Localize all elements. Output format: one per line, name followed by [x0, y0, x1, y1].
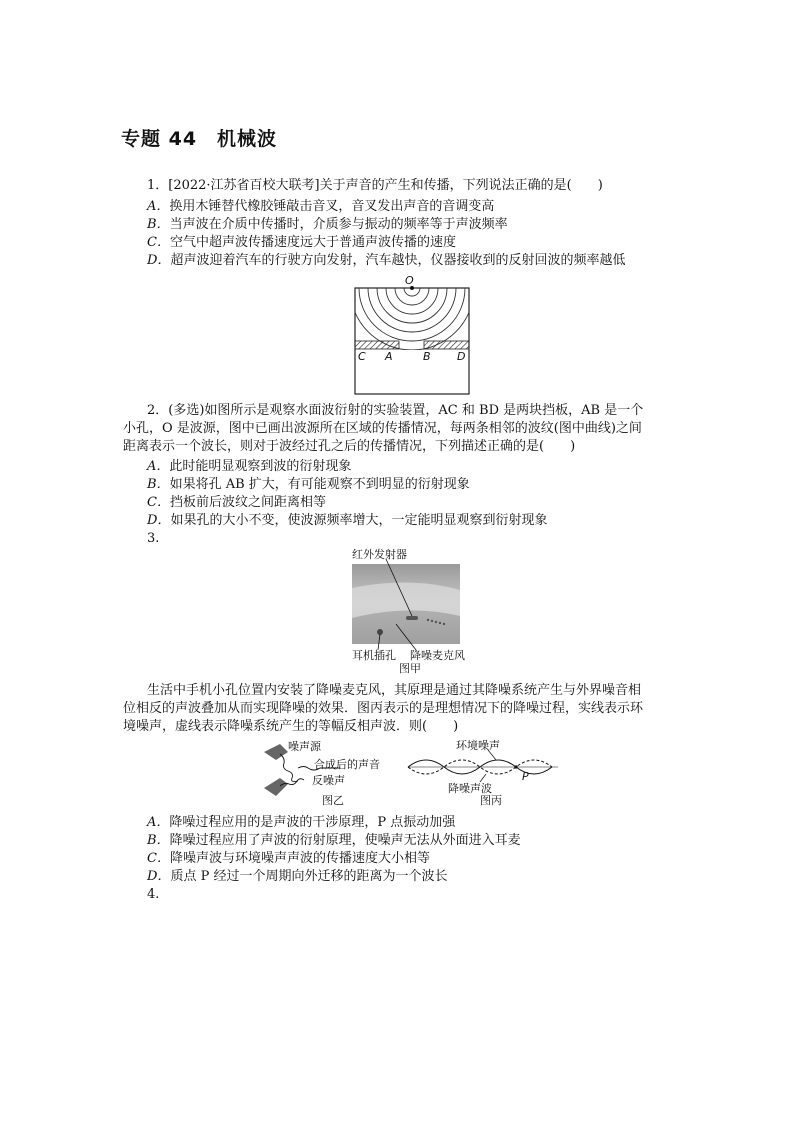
label-anti-noise: 反噪声 [312, 774, 345, 787]
label-point-p: P [522, 770, 529, 783]
option-letter: C． [147, 495, 170, 510]
option-text: 空气中超声波传播速度远大于普通声波传播的速度 [169, 235, 456, 250]
page-title: 专题 44 机械波 [121, 128, 278, 150]
option-letter: B． [147, 833, 170, 848]
option-letter: B． [147, 217, 170, 232]
q1-option-a [147, 198, 494, 216]
option-text: 超声波迎着汽车的行驶方向发射，汽车越快，仪器接收到的反射回波的频率越低 [170, 253, 626, 268]
q3-option-a [147, 814, 455, 832]
label-anti-noise-wave: 降噪声波 [448, 782, 492, 795]
q3-stem-line: 境噪声，虚线表示降噪系统产生的等幅反相声波．则( ) [123, 719, 459, 734]
noise-cancel-figure [258, 738, 568, 808]
barrier-ac [355, 341, 399, 349]
q2-stem-line: 2．(多选)如图所示是观察水面波衍射的实验装置，AC 和 BD 是两块挡板，AB 是一个 [147, 403, 644, 418]
label-c: C [358, 350, 366, 363]
label-headphone-jack: 耳机插孔 [352, 649, 396, 662]
option-letter: C． [147, 235, 170, 250]
option-letter: B． [147, 477, 170, 492]
label-b: B [423, 350, 431, 363]
q3-stem-line: 生活中手机小孔位置内安装了降噪麦克风，其原理是通过其降噪系统产生与外界噪音相 [147, 683, 642, 698]
label-noise-source: 噪声源 [288, 740, 321, 753]
label-a: A [385, 350, 393, 363]
option-text: 此时能明显观察到波的衍射现象 [169, 459, 352, 474]
q3-stem [123, 682, 688, 736]
label-d: D [457, 350, 466, 363]
q1-option-b [147, 216, 508, 234]
label-o: O [405, 274, 414, 287]
diffraction-figure [354, 274, 470, 396]
port-opening [406, 616, 418, 620]
option-letter: C． [147, 851, 170, 866]
option-letter: D． [147, 513, 171, 528]
label-combined-sound: 合成后的声音 [314, 758, 380, 771]
label-ir-emitter: 红外发射器 [352, 548, 407, 561]
option-text: 降噪声波与环境噪声声波的传播速度大小相等 [169, 851, 430, 866]
q2-stem [123, 402, 688, 456]
q3-option-b [147, 832, 521, 850]
anti-noise-speaker [264, 778, 288, 796]
option-text: 降噪过程应用的是声波的干涉原理，P 点振动加强 [169, 815, 456, 830]
q2-option-d [147, 512, 547, 530]
q4-number: 4. [147, 887, 160, 902]
label-noise-mic: 降噪麦克风 [410, 649, 465, 662]
figure-caption-jia: 图甲 [399, 662, 421, 675]
option-text: 如果孔的大小不变，使波源频率增大，一定能明显观察到衍射现象 [170, 513, 548, 528]
point-p-dot [514, 765, 517, 768]
option-text: 如果将孔 AB 扩大，有可能观察不到明显的衍射现象 [169, 477, 470, 492]
q3-option-d [147, 868, 447, 886]
noise-source-speaker [264, 744, 288, 760]
option-letter: D． [147, 253, 171, 268]
option-letter: A． [147, 199, 170, 214]
q2-stem-line: 小孔，O 是波源，图中已画出波源所在区域的传播情况，每两条相邻的波纹(图中曲线)之间 [123, 421, 642, 436]
option-text: 挡板前后波纹之间距离相等 [169, 495, 326, 510]
option-letter: A． [147, 815, 170, 830]
option-text: 质点 P 经过一个周期向外迁移的距离为一个波长 [170, 869, 448, 884]
q2-option-a [147, 458, 351, 476]
q2-stem-line: 距离表示一个波长，则对于波经过孔之后的传播情况，下列描述正确的是( ) [123, 439, 576, 454]
q2-option-b [147, 476, 470, 494]
q1-stem: 1．[2022·江苏省百校大联考]关于声音的产生和传播，下列说法正确的是( ) [147, 178, 603, 193]
q3-stem-line: 位相反的声波叠加从而实现降噪的效果．图丙表示的是理想情况下的降噪过程，实线表示环 [123, 701, 644, 716]
figure-caption-bing: 图丙 [480, 794, 502, 807]
phone-figure [340, 546, 480, 676]
label-environment-noise: 环境噪声 [456, 739, 500, 752]
option-text: 换用木锤替代橡胶锤敲击音叉，音叉发出声音的音调变高 [169, 199, 495, 214]
q1-option-c [147, 234, 456, 252]
q3-option-c [147, 850, 430, 868]
q2-option-c [147, 494, 326, 512]
option-text: 降噪过程应用了声波的衍射原理，使噪声无法从外面进入耳麦 [169, 833, 521, 848]
option-letter: D． [147, 869, 171, 884]
barrier-bd [424, 341, 469, 349]
q1-option-d [147, 252, 625, 270]
figure-caption-yi: 图乙 [322, 794, 344, 807]
option-text: 当声波在介质中传播时，介质参与振动的频率等于声波频率 [169, 217, 508, 232]
q3-number: 3. [147, 531, 160, 546]
option-letter: A． [147, 459, 170, 474]
